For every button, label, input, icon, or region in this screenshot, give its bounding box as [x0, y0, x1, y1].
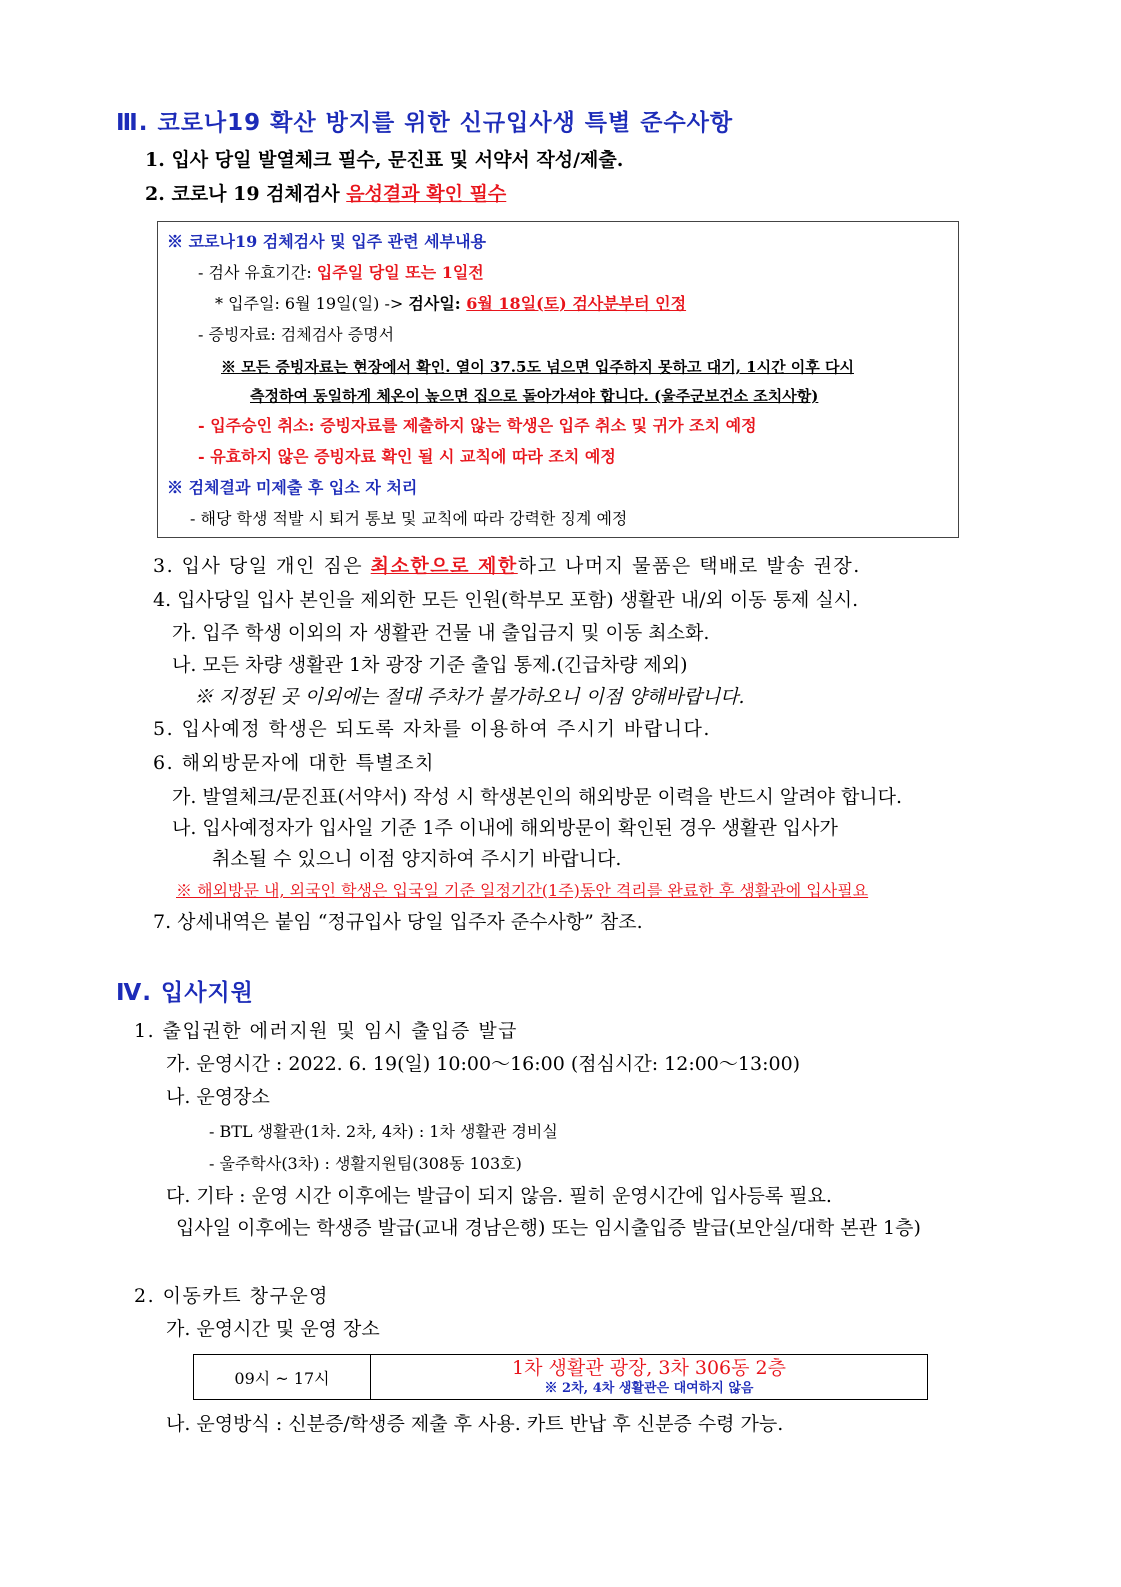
sec3-item-2-text: 2. 코로나 19 검체검사: [145, 183, 347, 205]
sec4-item-2: 2. 이동카트 창구운영: [134, 1285, 330, 1307]
sec4-location-1: - BTL 생활관(1차. 2차, 4차) : 1차 생활관 경비실: [209, 1122, 558, 1141]
box-note-line-1: ※ 모든 증빙자료는 현장에서 확인. 열이 37.5도 넘으면 입주하지 못하고 대기, 1시간 이후 다시: [221, 358, 854, 376]
table-place-text: 1차 생활관 광장, 3차 306동 2층: [512, 1357, 786, 1379]
box-example-label: 검사일:: [408, 294, 467, 313]
table-place-note: ※ 2차, 4차 생활관은 대여하지 않음: [544, 1381, 754, 1396]
sec4-item-1-ga: 가. 운영시간 : 2022. 6. 19(일) 10:00～16:00 (점심시간: 12:00～13:00): [166, 1053, 801, 1075]
box-unsubmitted: ※ 검체결과 미제출 후 입소 자 처리: [167, 478, 418, 497]
sec3-item-4: 4. 입사당일 입사 본인을 제외한 모든 인원(학부모 포함) 생활관 내/외 이동 통제 실시.: [153, 589, 859, 611]
box-heading: ※ 코로나19 검체검사 및 입주 관련 세부내용: [167, 232, 486, 251]
box-cancel: - 입주승인 취소: 증빙자료를 제출하지 않는 학생은 입주 취소 및 귀가 조치 예정: [198, 416, 757, 435]
section-3-title: Ⅲ. 코로나19 확산 방지를 위한 신규입사생 특별 준수사항: [116, 110, 734, 136]
box-example-text: * 입주일: 6월 19일(일) ->: [215, 294, 409, 313]
sec4-location-2: - 울주학사(3차) : 생활지원팀(308동 103호): [209, 1154, 522, 1173]
box-validity-label: - 검사 유효기간:: [198, 263, 317, 282]
box-evidence: - 증빙자료: 검체검사 증명서: [198, 325, 395, 344]
sec4-item-1-da-line-1: 다. 기타 : 운영 시간 이후에는 발급이 되지 않음. 필히 운영시간에 입사등록 필요.: [166, 1185, 832, 1207]
box-example-highlight: 6월 18일(토) 검사분부터 인정: [466, 294, 687, 313]
sec4-item-1-na: 나. 운영장소: [166, 1086, 270, 1108]
sec3-item-3: [153, 553, 861, 579]
cart-operation-table: [193, 1354, 928, 1400]
sec3-item-4-note: ※ 지정된 곳 이외에는 절대 주차가 불가하오니 이점 양해바랍니다.: [194, 686, 745, 708]
sec3-item-6-note: ※ 해외방문 내, 외국인 학생은 입국일 기준 일정기간(1주)동안 격리를 완료한 후 생활관에 입사필요: [176, 881, 869, 900]
sec3-item-6-na-line-1: 나. 입사예정자가 입사일 기준 1주 이내에 해외방문이 확인된 경우 생활관 입사가: [172, 817, 838, 839]
sec3-item-1: 1. 입사 당일 발열체크 필수, 문진표 및 서약서 작성/제출.: [145, 149, 624, 171]
box-invalid: - 유효하지 않은 증빙자료 확인 될 시 교칙에 따라 조치 예정: [198, 447, 616, 466]
sec3-item-2: [145, 181, 506, 207]
sec3-item-7: 7. 상세내역은 붙임 “정규입사 당일 입주자 준수사항” 참조.: [153, 911, 643, 933]
sec3-item-5: 5. 입사예정 학생은 되도록 자차를 이용하여 주시기 바랍니다.: [153, 718, 711, 740]
box-validity: [198, 260, 484, 286]
sec3-item-3-highlight: 최소한으로 제한: [370, 555, 518, 577]
box-penalty: - 해당 학생 적발 시 퇴거 통보 및 교칙에 따라 강력한 징계 예정: [190, 509, 628, 528]
table-cell-time: 09시 ~ 17시: [194, 1355, 371, 1400]
section-4-title: Ⅳ. 입사지원: [116, 980, 254, 1006]
table-row: [194, 1355, 928, 1400]
sec3-item-4-na: 나. 모든 차량 생활관 1차 광장 기준 출입 통제.(긴급차량 제외): [172, 654, 688, 676]
sec3-item-3-text: 3. 입사 당일 개인 짐은: [153, 555, 371, 577]
box-example: [215, 291, 686, 317]
sec4-item-1-da-line-2: 입사일 이후에는 학생증 발급(교내 경남은행) 또는 임시출입증 발급(보안실/대학 본관 1층): [176, 1217, 921, 1239]
box-validity-highlight: 입주일 당일 또는 1일전: [316, 263, 484, 282]
sec4-item-2-ga: 가. 운영시간 및 운영 장소: [166, 1318, 380, 1340]
sec3-item-2-highlight: 음성결과 확인 필수: [346, 183, 507, 205]
sec4-item-2-na: 나. 운영방식 : 신분증/학생증 제출 후 사용. 카트 반납 후 신분증 수령 가능.: [166, 1413, 784, 1435]
sec3-item-6-ga: 가. 발열체크/문진표(서약서) 작성 시 학생본인의 해외방문 이력을 반드시 알려야 합니다.: [172, 786, 903, 808]
sec3-item-6: 6. 해외방문자에 대한 특별조치: [153, 752, 435, 774]
sec4-item-1: 1. 출입권한 에러지원 및 임시 출입증 발급: [134, 1020, 519, 1042]
sec3-item-6-na-line-2: 취소될 수 있으니 이점 양지하여 주시기 바랍니다.: [212, 848, 622, 870]
box-note-line-2: 측정하여 동일하게 체온이 높으면 집으로 돌아가셔야 합니다. (울주군보건소 조치사항): [250, 387, 819, 405]
table-cell-place: [371, 1355, 928, 1400]
sec3-item-4-ga: 가. 입주 학생 이외의 자 생활관 건물 내 출입금지 및 이동 최소화.: [172, 622, 710, 644]
sec3-item-3-tail: 하고 나머지 물품은 택배로 발송 권장.: [517, 555, 861, 577]
